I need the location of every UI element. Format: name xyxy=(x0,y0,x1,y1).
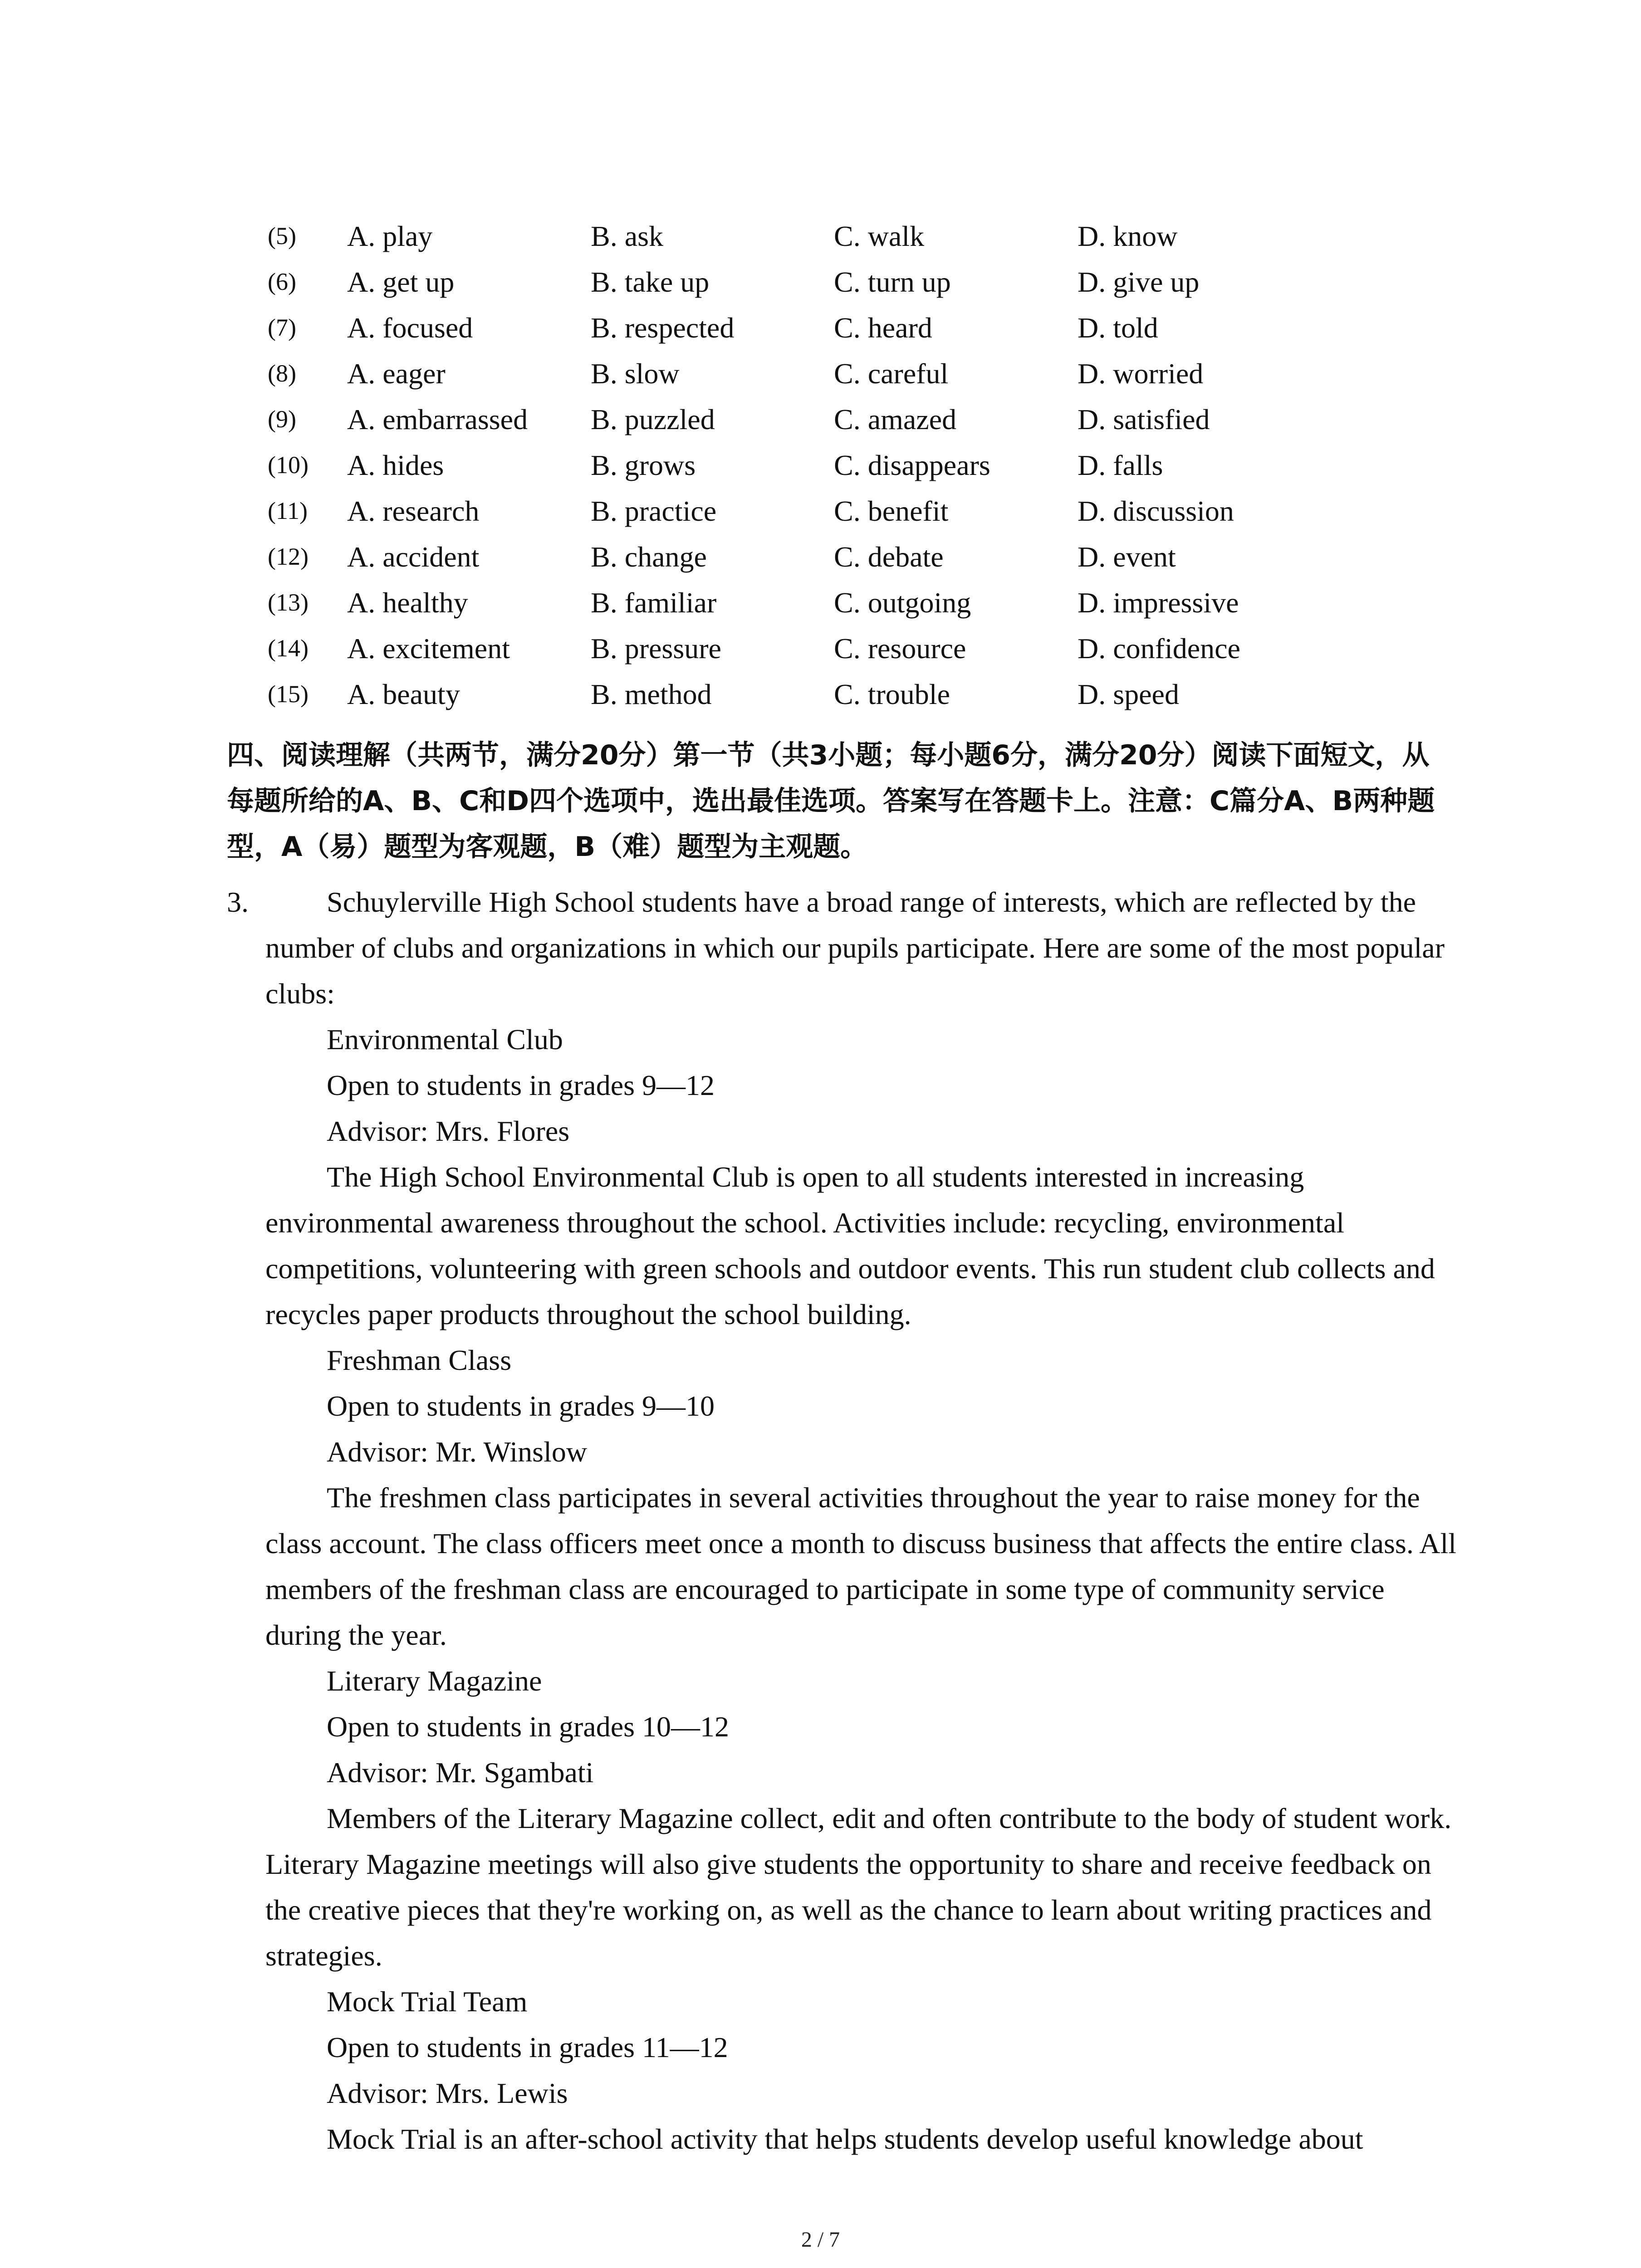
options-table xyxy=(268,213,1447,717)
club-entry xyxy=(265,1017,1461,1337)
question-number: (10) xyxy=(268,451,309,479)
option-b: B. respected xyxy=(591,312,735,344)
option-a: A. excitement xyxy=(347,632,510,665)
club-advisor: Advisor: Mrs. Flores xyxy=(327,1115,570,1147)
option-a: A. focused xyxy=(347,312,473,344)
option-d: D. falls xyxy=(1078,449,1163,481)
option-d: D. give up xyxy=(1078,266,1200,298)
option-b: B. ask xyxy=(591,220,663,252)
option-row xyxy=(268,442,1447,488)
question-number: (8) xyxy=(268,360,296,387)
option-d: D. event xyxy=(1078,541,1176,573)
option-a: A. beauty xyxy=(347,678,460,710)
option-b: B. grows xyxy=(591,449,696,481)
option-d: D. speed xyxy=(1078,678,1179,710)
option-d: D. impressive xyxy=(1078,587,1239,619)
option-row xyxy=(268,259,1447,305)
option-row xyxy=(268,671,1447,717)
question-number: (12) xyxy=(268,543,309,570)
option-a: A. healthy xyxy=(347,587,468,619)
option-row xyxy=(268,396,1447,442)
option-b: B. puzzled xyxy=(591,403,715,435)
question-number: (7) xyxy=(268,314,296,341)
club-name: Mock Trial Team xyxy=(327,1985,528,2018)
option-c: C. disappears xyxy=(834,449,990,481)
option-row xyxy=(268,626,1447,671)
option-c: C. resource xyxy=(834,632,966,665)
option-row xyxy=(268,351,1447,396)
passage-question-number: 3. xyxy=(227,886,249,918)
option-a: A. play xyxy=(347,220,433,252)
option-d: D. told xyxy=(1078,312,1158,344)
club-entry xyxy=(265,1658,1461,1979)
option-d: D. confidence xyxy=(1078,632,1240,665)
option-c: C. debate xyxy=(834,541,944,573)
question-number: (6) xyxy=(268,268,296,295)
club-grades: Open to students in grades 9—12 xyxy=(327,1069,715,1101)
option-b: B. slow xyxy=(591,357,680,390)
club-name: Environmental Club xyxy=(327,1023,563,1056)
question-number: (13) xyxy=(268,589,309,616)
option-b: B. pressure xyxy=(591,632,721,665)
option-c: C. turn up xyxy=(834,266,951,298)
question-number: (11) xyxy=(268,497,308,524)
club-description: The freshmen class participates in several activities throughout the year to raise money for the class account. The class officers meet once a month to discuss business that affects the entire class. All members of the freshman class are encouraged to participate in some type of community service during the year. xyxy=(265,1481,1457,1651)
question-number: (9) xyxy=(268,406,296,433)
option-b: B. take up xyxy=(591,266,710,298)
option-c: C. careful xyxy=(834,357,949,390)
section-header: 四、阅读理解（共两节，满分20分）第一节（共3小题；每小题6分，满分20分）阅读下面短文，从每题所给的A、B、C和D四个选项中，选出最佳选项。答案写在答题卡上。注意：C篇分A、B两种题型，A（易）题型为客观题，B（难）题型为主观题。 xyxy=(227,739,1435,863)
club-name: Literary Magazine xyxy=(327,1665,542,1697)
option-b: B. change xyxy=(591,541,707,573)
club-description: The High School Environmental Club is open to all students interested in increasing environmental awareness throughout the school. Activities include: recycling, environmental competitions, volunteering with green schools and outdoor events. This run student club collects and recycles paper products throughout the school building. xyxy=(265,1161,1435,1330)
club-description: Mock Trial is an after-school activity that helps students develop useful knowledge about xyxy=(327,2123,1363,2155)
option-a: A. research xyxy=(347,495,480,527)
option-row xyxy=(268,580,1447,626)
club-grades: Open to students in grades 11—12 xyxy=(327,2031,728,2063)
option-row xyxy=(268,534,1447,580)
question-number: (14) xyxy=(268,635,309,662)
option-d: D. discussion xyxy=(1078,495,1234,527)
option-b: B. practice xyxy=(591,495,717,527)
option-a: A. get up xyxy=(347,266,455,298)
option-a: A. embarrassed xyxy=(347,403,528,435)
option-d: D. know xyxy=(1078,220,1178,252)
club-entry xyxy=(265,1337,1461,1658)
club-entry xyxy=(265,1979,1461,2162)
club-grades: Open to students in grades 10—12 xyxy=(327,1711,729,1743)
option-row xyxy=(268,488,1447,534)
option-a: A. hides xyxy=(347,449,444,481)
club-advisor: Advisor: Mr. Sgambati xyxy=(327,1756,594,1789)
page-number: 2 / 7 xyxy=(801,2228,840,2252)
option-b: B. method xyxy=(591,678,712,710)
club-advisor: Advisor: Mrs. Lewis xyxy=(327,2077,568,2109)
option-c: C. trouble xyxy=(834,678,950,710)
option-row xyxy=(268,305,1447,351)
option-d: D. satisfied xyxy=(1078,403,1210,435)
option-c: C. outgoing xyxy=(834,587,971,619)
option-a: A. eager xyxy=(347,357,446,390)
option-a: A. accident xyxy=(347,541,480,573)
option-c: C. amazed xyxy=(834,403,957,435)
club-name: Freshman Class xyxy=(327,1344,512,1376)
passage-intro: Schuylerville High School students have a broad range of interests, which are reflected by the number of clubs and organizations in which our pupils participate. Here are some of the most popular clubs: xyxy=(265,886,1445,1010)
question-number: (5) xyxy=(268,222,296,249)
question-number: (15) xyxy=(268,680,309,708)
option-c: C. walk xyxy=(834,220,925,252)
club-description: Members of the Literary Magazine collect, edit and often contribute to the body of student work. Literary Magazine meetings will also give students the opportunity to share and receive feedback on the creative pieces that they're working on, as well as the chance to learn about writing practices and strategies. xyxy=(265,1802,1452,1972)
option-b: B. familiar xyxy=(591,587,717,619)
option-c: C. benefit xyxy=(834,495,949,527)
option-d: D. worried xyxy=(1078,357,1204,390)
club-advisor: Advisor: Mr. Winslow xyxy=(327,1436,588,1468)
option-row xyxy=(268,213,1447,259)
club-grades: Open to students in grades 9—10 xyxy=(327,1390,715,1422)
option-c: C. heard xyxy=(834,312,932,344)
